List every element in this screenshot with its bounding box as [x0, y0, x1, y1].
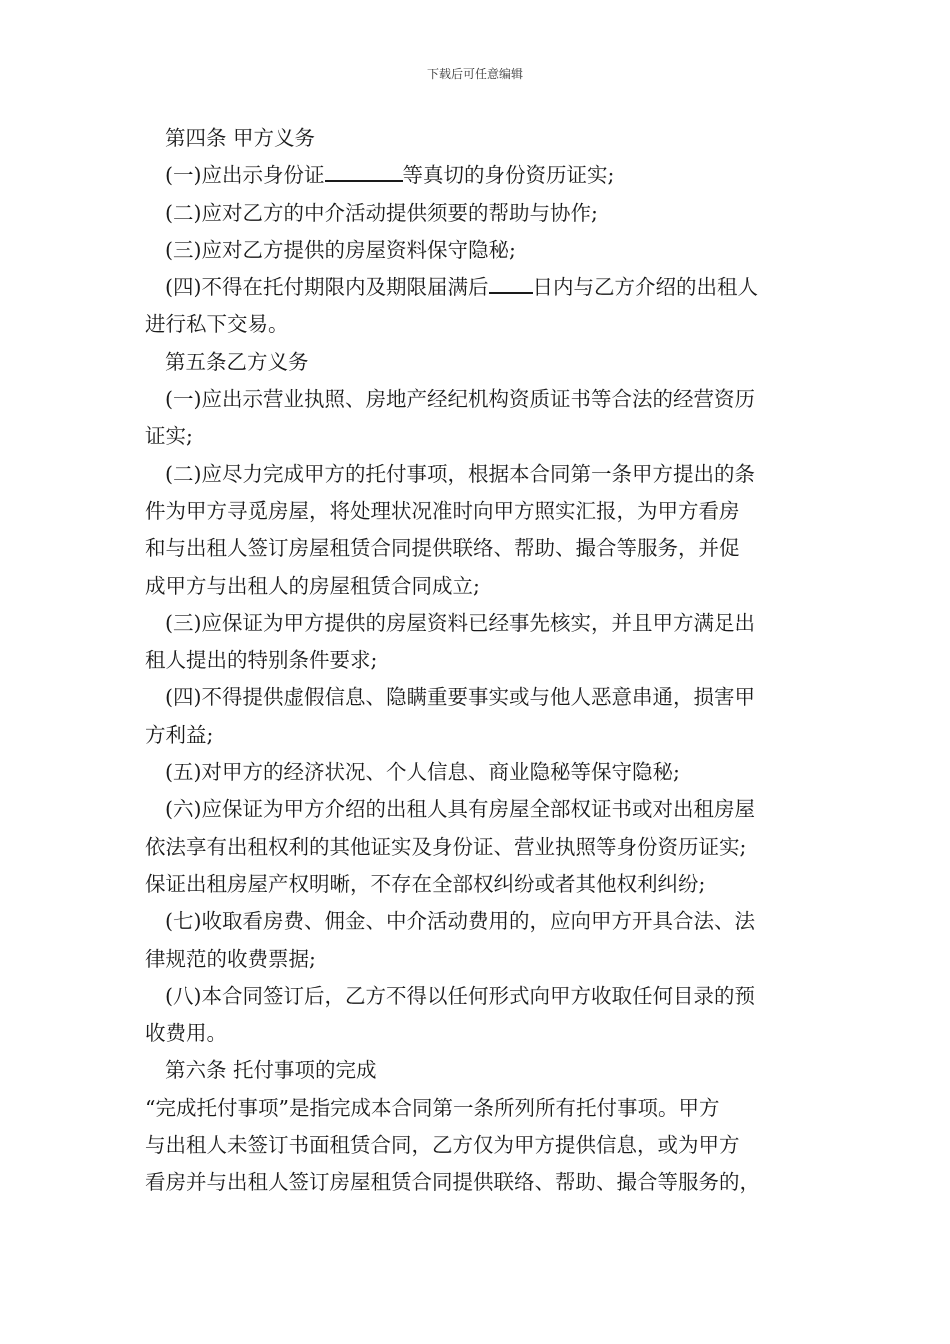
article-5-item-1: (一)应出示营业执照、房地产经纪机构资质证书等合法的经营资历 证实; — [145, 387, 755, 449]
article-6-title: 第六条 托付事项的完成 — [165, 1058, 377, 1083]
article-5-item-6: (六)应保证为甲方介绍的出租人具有房屋全部权证书或对出租房屋 依法享有出租权利的其他证实及身份证、营业执照等身份资历证实; 保证出租房屋产权明晰，不存在全部权纠纷或者其他权利纠纷; — [145, 797, 755, 896]
article-5-item-4: (四)不得提供虚假信息、隐瞒重要事实或与他人恶意串通，损害甲 方利益; — [145, 685, 755, 747]
article-4-item-2: (二)应对乙方的中介活动提供须要的帮助与协作; — [165, 200, 598, 225]
blank-underline — [325, 161, 403, 182]
article-6-paragraph: “完成托付事项”是指完成本合同第一条所列所有托付事项。甲方 与出租人未签订书面租赁合同，乙方仅为甲方提供信息，或为甲方 看房并与出租人签订房屋租赁合同提供联络、帮助、撮合等服务的， — [145, 1095, 760, 1195]
article-5-item-2: (二)应尽力完成甲方的托付事项，根据本合同第一条甲方提出的条 件为甲方寻觅房屋，将处理状况准时向甲方照实汇报，为甲方看房 和与出租人签订房屋租赁合同提供联络、帮助、撮合等服务，并促 成甲方与出租人的房屋租赁合同成立; — [145, 461, 755, 598]
article-5-item-7: (七)收取看房费、佣金、中介活动费用的，应向甲方开具合法、法 律规范的收费票据; — [145, 909, 755, 971]
article-4-item-1: (一)应出示身份证 等真切的身份资历证实; — [145, 157, 810, 194]
article-5-item-8: (八)本合同签订后，乙方不得以任何形式向甲方收取任何目录的预 收费用。 — [145, 983, 755, 1046]
article-4-title: 第四条 甲方义务 — [165, 126, 316, 150]
article-5-item-3: (三)应保证为甲方提供的房屋资料已经事先核实，并且甲方满足出 租人提出的特别条件要求; — [145, 610, 755, 673]
article-5-item-5: (五)对甲方的经济状况、个人信息、商业隐秘等保守隐秘; — [165, 760, 680, 785]
page-header-note: 下载后可任意编辑 — [426, 67, 523, 81]
article-5-title: 第五条乙方义务 — [165, 349, 309, 374]
article-4-item-4: (四)不得在托付期限内及期限届满后 日内与乙方介绍的出租人 进行私下交易。 — [145, 269, 810, 344]
article-4-item-3: (三)应对乙方提供的房屋资料保守隐秘; — [165, 237, 516, 262]
contract-body — [145, 120, 810, 1202]
blank-underline — [489, 273, 533, 294]
